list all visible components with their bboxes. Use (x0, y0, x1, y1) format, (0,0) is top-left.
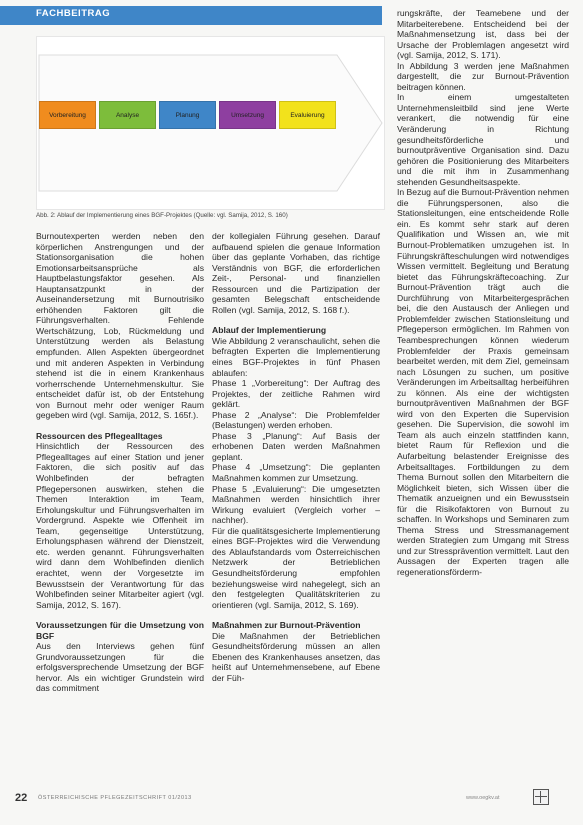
paragraph: rungskräfte, der Teamebene und der Mitarbeiterebene. Entscheidend bei der Maßnahmensetzung ist, dass bei der Ursache der Problemlagen angesetzt wird (vgl. Samija, 2012, S. 171). (397, 8, 569, 61)
paragraph: In einem umgestalteten Unternehmensleitbild sind jene Werte verankert, die notwendig für eine Veränderung in Richtung gesundheitsförderliche und burnoutpräventive Organisation sind. Dazu gehören die Positionierung des Mitarbeiters und die mit ihm in Zusammenhang stehenden Gesundheitsaspekte. (397, 92, 569, 187)
paragraph: Aus den Interviews gehen fünf Grundvoraussetzungen für die erfolgsversprechende Umsetzung der BGF hervor. Als ein wichtiger Grundstein wird das commitment (36, 641, 204, 694)
journal-name: ÖSTERREICHISCHE PFLEGEZEITSCHRIFT 01/2013 (38, 795, 192, 801)
paragraph: Phase 4 „Umsetzung“: Die geplanten Maßnahmen kommen zur Umsetzung. (212, 462, 380, 484)
paragraph: Für die qualitätsgesicherte Implementierung eines BGF-Projektes wird die Verwendung des Ablaufstandards vom Österreichischen Netzwerk der Betrieblichen Gesundheitsförderung empfohlen beziehungsweise wird nahegelegt, sich an den festgelegten Qualitätskriterien zu orientieren (vgl. Samija, 2012, S. 169). (212, 525, 380, 610)
paragraph: Phase 3 „Planung“: Auf Basis der erhobenen Daten werden Maßnahmen geplant. (212, 430, 380, 462)
paragraph: Phase 1 „Vorbereitung“: Der Auftrag des Projektes, der zeitliche Rahmen wird geklärt. (212, 378, 380, 410)
phase-row (39, 101, 339, 129)
paragraph: In Abbildung 3 werden jene Maßnahmen dargestellt, die zur Burnout-Prävention beitragen können. (397, 60, 569, 92)
paragraph: Phase 2 „Analyse“: Die Problemfelder (Belastungen) werden erhoben. (212, 409, 380, 431)
figure-caption: Abb. 2: Ablauf der Implementierung eines BGF-Projektes (Quelle: vgl. Samija, 2012, S. 160) (36, 212, 288, 219)
paragraph: der kollegialen Führung gesehen. Darauf aufbauend spielen die genaue Information über das geplante Vorhaben, das richtige Verständnis von BGF, die erforderlichen Zeit-, Personal- und finanziellen Ressourcen und die Partizipation der gesamten Belegschaft entscheidende Rollen (vgl. Samija, 2012, S. 168 f.). (212, 231, 380, 315)
section-heading: Voraussetzungen für die Umsetzung von BGF (36, 620, 204, 641)
paragraph: In Bezug auf die Burnout-Prävention nehmen die Führungspersonen, also die Stationsleitungen, eine entscheidende Rolle ein. Es kommt sehr stark auf deren Qualifikation und Wissen an, wie mit Burnout-Problematiken umzugehen ist. In Führungskräfteschulungen wird notwendiges Wissen vermittelt. Begleitung und Beratung bietet das Führungskräftecoaching. Zur Burnout-Prävention trägt auch die Durchführung von Mitarbeitergesprächen bei, die den Austausch der Anliegen und Problemfelder zwischen Stationsleitung und Pflegeperson ermöglichen. Im Rahmen von Teambesprechungen können wiederum Problemfelder der Praxis gemeinsam bearbeitet werden, mit dem Ziel, gemeinsam nach Lösungen zu suchen, um positive Veränderungen im Arbeitsalltag herbeiführen zu können. Als eine der wichtigsten burnoutpräventiven Maßnahmen der BGF wird von den Experten die Supervision gesehen. Die Supervision, die sowohl im Team als auch einzeln stattfinden kann, bietet Raum für Reflexion und die Aufarbeitung belastender Ereignisse des Arbeitsalltages. Fortbildungen zu dem Thema Burnout sollen den Mitarbeitern die Möglichkeit bieten, sich Wissen über die Thematik anzueignen und ein Bewusstsein für die Risikofaktoren von Burnout zu schaffen. In Workshops und Seminaren zum Thema Stress und Stressmanagement werden Strategien zum Umgang mit Stress und zur Stressprävention vermittelt. Laut den Aussagen der Experten tragen alle regenerationsförderm- (397, 187, 569, 577)
section-heading: Ressourcen des Pflegealltages (36, 430, 163, 441)
paragraph: Hinsichtlich der Ressourcen des Pflegealltages auf einer Station und jener Faktoren, die sich positiv auf das Wohlbefinden der befragten Pflegepersonen auswirken, stehen die Themen Interaktion im Team, Erholungskultur und Führungsverhalten im Vordergrund. Aspekte wie Offenheit im Team, gegenseitige Unterstützung, Erholungsphasen während der Dienstzeit, etc. werden genannt. Führungsverhalten wird dann dem Wohlbefinden dienlich erachtet, wenn der Vorgesetzte im Bewusstsein der Verantwortung für das Wohlbefinden seiner Mitarbeiter agiert (vgl. Samija, 2012, S. 167). (36, 441, 204, 610)
text-column-2 (212, 231, 380, 683)
phase-box-vorbereitung: Vorbereitung (39, 101, 96, 129)
footer-url[interactable]: www.oegkv.at (466, 795, 500, 801)
publisher-logo-icon (533, 789, 549, 805)
section-heading: Maßnahmen zur Burnout-Prävention (212, 620, 361, 631)
phase-box-planung: Planung (159, 101, 216, 129)
section-heading: Ablauf der Implementierung (212, 325, 327, 336)
header-bar (0, 6, 382, 25)
page-number: 22 (15, 792, 28, 804)
phase-box-analyse: Analyse (99, 101, 156, 129)
section-label: FACHBEITRAG (36, 8, 111, 19)
text-column-1 (36, 231, 204, 694)
paragraph: Phase 5 „Evaluierung“: Die umgesetzten Maßnahmen werden hinsichtlich ihrer Wirkung evaluiert (Vergleich vorher – nachher). (212, 483, 380, 526)
process-figure (36, 36, 385, 210)
paragraph: Die Maßnahmen der Betrieblichen Gesundheitsförderung müssen an allen Ebenen des Krankenhauses ansetzen, das heißt auf Unternehmensebene, auf Ebene der Füh- (212, 630, 380, 683)
phase-box-umsetzung: Umsetzung (219, 101, 276, 129)
phase-box-evaluierung: Evaluierung (279, 101, 336, 129)
paragraph: Wie Abbildung 2 veranschaulicht, sehen die befragten Experten die Implementierung eines BGF-Projektes in fünf Phasen ablaufen: (212, 335, 380, 378)
text-column-3 (397, 8, 569, 578)
paragraph: Burnoutexperten werden neben den körperlichen Anstrengungen und der Stationsorganisation die hohen Emotionsarbeitsansprüche als Hauptbelastungsfaktor gesehen. Als Hauptansatzpunkt in der Auseinandersetzung mit Burnoutrisiko erhöhenden Faktoren gilt die Führungsverhalten. Fehlende Wertschätzung, Lob, Rückmeldung und Unterstützung werden als Belastung empfunden. Allen Aspekten übergeordnet und mit anderen Aspekten in Verbindung stehend ist die in einem Krankenhaus vorherrschende Unternehmenskultur. Sie entscheidet dafür ist, ob der Entstehung von Burnout mehr oder weniger Raum gegeben wird (vgl. Samija, 2012, S. 165f.). (36, 231, 204, 421)
page-footer (0, 792, 583, 816)
